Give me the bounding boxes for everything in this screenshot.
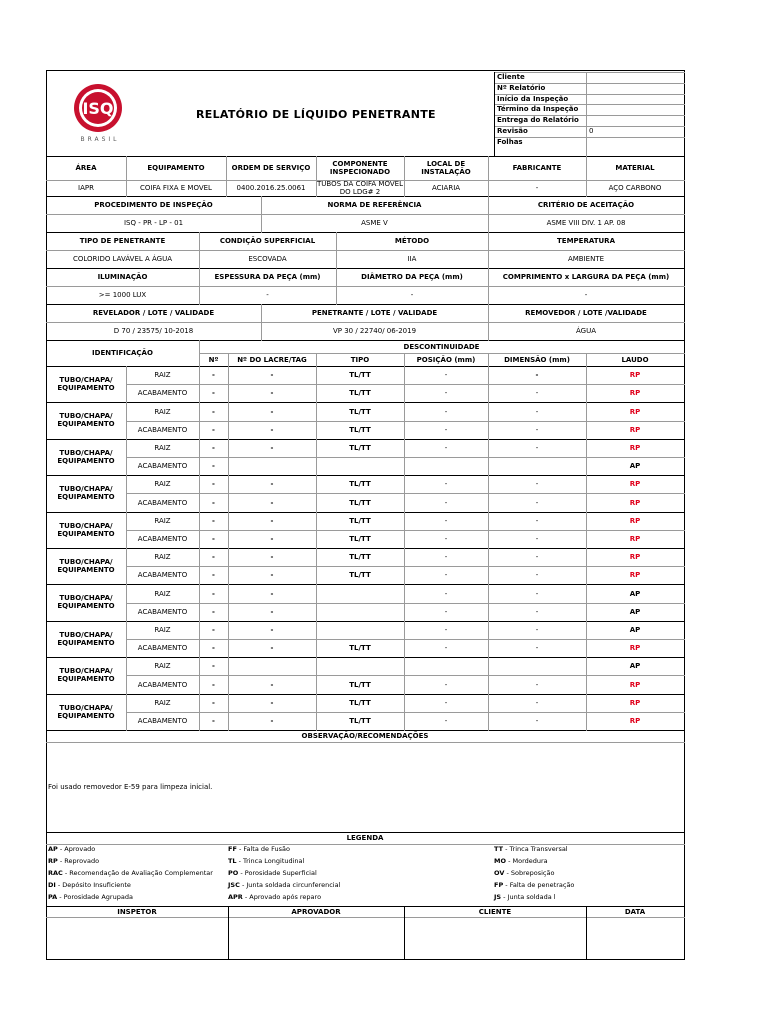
discontinuity-position: -	[444, 680, 448, 689]
discontinuity-dimension: -	[535, 535, 539, 543]
info-header-cond: CONDIÇÃO SUPERFICIAL	[219, 237, 316, 245]
legend-text: - Depósito Insuficiente	[55, 881, 131, 889]
header-field-value: 0	[589, 127, 594, 135]
legend-text: - Porosidade Superficial	[238, 869, 317, 877]
info-value-crit: ASME VIII DIV. 1 AP. 08	[546, 219, 626, 227]
discontinuity-position: -	[444, 371, 448, 379]
seal-tag: -	[270, 517, 274, 525]
discontinuity-dimension: -	[535, 644, 539, 652]
info-header-rev: REVELADOR / LOTE / VALIDADE	[92, 309, 215, 317]
header-field-value	[587, 104, 685, 114]
header-field-value	[587, 115, 685, 125]
info-value-mat: AÇO CARBONO	[608, 184, 662, 192]
weld-part: RAIZ	[154, 371, 171, 379]
discontinuity-position: -	[444, 699, 448, 707]
discontinuity-dimension: -	[535, 498, 539, 507]
verdict-rp: RP	[629, 517, 641, 525]
discontinuity-dimension: -	[535, 426, 539, 434]
header-field-label: Início da Inspeção	[497, 95, 569, 103]
legend-item	[48, 870, 223, 877]
column-header: LAUDO	[621, 355, 649, 364]
info-value-rev: D 70 / 23575/ 10-2018	[113, 327, 194, 335]
discontinuity-type: TL/TT	[349, 389, 371, 397]
weld-part: ACABAMENTO	[137, 717, 188, 725]
weld-part: RAIZ	[154, 699, 171, 707]
row-number: -	[212, 498, 215, 507]
info-header-tipo: TIPO DE PENETRANTE	[79, 237, 166, 245]
info-header-temp: TEMPERATURA	[557, 237, 615, 245]
legend-text: - Mordedura	[506, 857, 548, 865]
legend-text: - Sobreposição	[504, 869, 555, 877]
legend-text: - Trinca Longitudinal	[236, 857, 305, 865]
row-number: -	[212, 699, 215, 707]
logo-text: ISQ	[82, 99, 114, 118]
discontinuity-position	[404, 657, 488, 675]
discontinuity-type	[316, 603, 404, 621]
row-number: -	[212, 389, 215, 397]
legend-text: - Junta soldada l	[501, 893, 556, 901]
row-number: -	[212, 662, 215, 670]
discontinuity-dimension: -	[535, 407, 539, 416]
discontinuity-position: -	[444, 553, 448, 561]
column-header: Nº	[208, 355, 219, 364]
legend-item	[494, 870, 694, 877]
seal-tag: -	[270, 389, 274, 397]
info-value-compl: -	[584, 291, 588, 299]
verdict-ap: AP	[629, 626, 641, 634]
info-header-area: ÁREA	[75, 164, 97, 172]
legend-text: - Aprovado após reparo	[242, 893, 322, 901]
part-identification: TUBO/CHAPA/ EQUIPAMENTO	[57, 412, 115, 428]
legend-code: MO	[494, 857, 506, 865]
info-value-esp: -	[266, 291, 269, 299]
discontinuity-position: -	[444, 644, 448, 652]
header-field-label: Término da Inspeção	[497, 105, 579, 113]
legend-item	[228, 870, 428, 877]
discontinuity-dimension: -	[535, 480, 539, 488]
legend-item	[494, 882, 694, 889]
info-header-diam: DIÂMETRO DA PEÇA (mm)	[361, 273, 463, 281]
part-identification: TUBO/CHAPA/ EQUIPAMENTO	[57, 376, 115, 392]
info-value-equip: COIFA FIXA E MOVEL	[140, 184, 212, 192]
legend-code: PO	[228, 869, 239, 877]
verdict-rp: RP	[629, 680, 641, 689]
signature-data: DATA	[624, 907, 646, 916]
discontinuity-type: TL/TT	[349, 444, 371, 452]
info-header-os: ORDEM DE SERVIÇO	[231, 164, 311, 172]
discontinuity-position: -	[444, 389, 448, 397]
info-header-metodo: MÉTODO	[394, 237, 430, 245]
legend-text: - Falta de Fusão	[236, 845, 290, 853]
row-number: -	[212, 444, 215, 452]
verdict-rp: RP	[629, 717, 641, 725]
discontinuity-dimension: -	[535, 444, 539, 452]
info-header-esp: ESPESSURA DA PEÇA (mm)	[214, 273, 321, 281]
verdict-rp: RP	[629, 389, 641, 397]
part-identification: TUBO/CHAPA/ EQUIPAMENTO	[57, 704, 115, 720]
seal-tag: -	[270, 426, 274, 434]
legend-item	[228, 858, 428, 865]
discontinuity-dimension: -	[535, 371, 539, 379]
seal-tag: -	[270, 535, 274, 543]
discontinuity-header: DESCONTINUIDADE	[403, 342, 480, 351]
info-header-pen: PENETRANTE / LOTE / VALIDADE	[311, 309, 438, 317]
weld-part: RAIZ	[154, 407, 171, 416]
info-header-mat: MATERIAL	[615, 164, 655, 172]
header-field-label: Nº Relatório	[497, 84, 546, 92]
row-number: -	[212, 571, 215, 579]
seal-tag: -	[270, 608, 274, 616]
signature-cliente: CLIENTE	[478, 907, 512, 916]
verdict-rp: RP	[629, 498, 641, 507]
row-number: -	[212, 480, 215, 488]
discontinuity-type: TL/TT	[349, 699, 371, 707]
legend-item	[228, 846, 428, 853]
header-field-label: Folhas	[497, 138, 523, 146]
weld-part: ACABAMENTO	[137, 498, 188, 507]
verdict-rp: RP	[629, 644, 641, 652]
row-number: -	[212, 426, 215, 434]
info-header-comp: COMPONENTE INSPECIONADO	[329, 160, 391, 176]
legend-item	[48, 858, 223, 865]
weld-part: RAIZ	[154, 444, 171, 452]
column-header: DIMENSÃO (mm)	[504, 355, 570, 364]
discontinuity-type: TL/TT	[349, 680, 371, 689]
part-identification: TUBO/CHAPA/ EQUIPAMENTO	[57, 667, 115, 683]
weld-part: RAIZ	[154, 517, 171, 525]
discontinuity-position: -	[444, 535, 448, 543]
legend-text: - Junta soldada circunferencial	[239, 881, 341, 889]
discontinuity-type	[316, 621, 404, 639]
column-header: Nº DO LACRE/TAG	[237, 355, 307, 364]
row-number: -	[212, 517, 215, 525]
legend-item	[48, 882, 223, 889]
weld-part: ACABAMENTO	[137, 389, 188, 397]
legend-code: JS	[494, 893, 502, 901]
seal-tag: -	[270, 553, 274, 561]
seal-tag: -	[270, 589, 274, 598]
discontinuity-dimension: -	[535, 553, 539, 561]
info-value-area: IAPR	[78, 184, 94, 192]
discontinuity-type	[316, 457, 404, 475]
report-title: RELATÓRIO DE LÍQUIDO PENETRANTE	[196, 108, 436, 121]
discontinuity-dimension: -	[535, 717, 539, 725]
verdict-rp: RP	[629, 571, 641, 579]
discontinuity-position: -	[444, 407, 448, 416]
seal-tag: -	[270, 498, 274, 507]
weld-part: ACABAMENTO	[137, 426, 188, 434]
legend-item	[48, 846, 223, 853]
header-field-value	[587, 72, 685, 82]
weld-part: RAIZ	[154, 626, 171, 634]
discontinuity-type: TL/TT	[349, 535, 371, 543]
discontinuity-dimension: -	[535, 517, 539, 525]
row-number: -	[212, 371, 215, 379]
header-field-label: Cliente	[497, 73, 525, 81]
header-field-value	[587, 137, 685, 147]
weld-part: RAIZ	[154, 662, 171, 670]
weld-part: ACABAMENTO	[137, 571, 188, 579]
part-identification: TUBO/CHAPA/ EQUIPAMENTO	[57, 485, 115, 501]
discontinuity-position: -	[444, 608, 448, 616]
verdict-rp: RP	[629, 444, 641, 452]
info-header-fab: FABRICANTE	[512, 164, 562, 172]
verdict-rp: RP	[629, 426, 641, 434]
discontinuity-type: TL/TT	[349, 407, 371, 416]
row-number: -	[212, 626, 215, 634]
discontinuity-position: -	[444, 444, 448, 452]
legend-code: PA	[48, 893, 58, 901]
seal-tag	[228, 657, 316, 675]
info-value-ilum: >= 1000 LUX	[98, 291, 147, 299]
verdict-ap: AP	[629, 462, 641, 470]
seal-tag: -	[270, 571, 274, 579]
info-value-norma: ASME V	[361, 219, 388, 227]
discontinuity-type: TL/TT	[349, 553, 371, 561]
info-header-proc: PROCEDIMENTO DE INSPEÇÃO	[94, 201, 213, 209]
legend-code: FF	[228, 845, 237, 853]
discontinuity-type: TL/TT	[349, 371, 371, 379]
discontinuity-dimension: -	[535, 389, 539, 397]
observations-text: Foi usado removedor E-59 para limpeza inicial.	[48, 783, 213, 791]
weld-part: ACABAMENTO	[137, 644, 188, 652]
legend-text: - Trinca Transversal	[503, 845, 568, 853]
info-value-cond: ESCOVADA	[248, 255, 287, 263]
row-number: -	[212, 608, 215, 616]
discontinuity-type: TL/TT	[349, 480, 371, 488]
legend-text: - Recomendação de Avaliação Complementar	[62, 869, 213, 877]
weld-part: RAIZ	[154, 480, 171, 488]
part-identification: TUBO/CHAPA/ EQUIPAMENTO	[57, 558, 115, 574]
discontinuity-type: TL/TT	[349, 644, 371, 652]
info-value-temp: AMBIENTE	[567, 255, 605, 263]
legend-item	[48, 894, 223, 901]
seal-tag: -	[270, 371, 274, 379]
weld-part: ACABAMENTO	[137, 462, 188, 470]
weld-part: ACABAMENTO	[137, 608, 188, 616]
info-value-diam: -	[410, 291, 414, 299]
legend-code: OV	[494, 869, 505, 877]
discontinuity-type: TL/TT	[349, 498, 371, 507]
discontinuity-position: -	[444, 571, 448, 579]
signature-inspetor: INSPETOR	[117, 907, 157, 916]
row-number: -	[212, 407, 215, 416]
info-header-norma: NORMA DE REFERÊNCIA	[327, 201, 422, 209]
legend-code: TT	[494, 845, 504, 853]
info-header-local: LOCAL DE INSTALAÇÃO	[421, 160, 471, 176]
legend-code: DI	[48, 881, 56, 889]
weld-part: RAIZ	[154, 589, 171, 598]
discontinuity-position: -	[444, 589, 448, 598]
seal-tag: -	[270, 444, 274, 452]
discontinuity-type	[316, 584, 404, 603]
discontinuity-position: -	[444, 498, 448, 507]
header-field-label: Entrega do Relatório	[497, 116, 579, 124]
discontinuity-position	[404, 457, 488, 475]
row-number: -	[212, 535, 215, 543]
legend-header: LEGENDA	[346, 834, 384, 842]
verdict-ap: AP	[629, 589, 641, 598]
legend-item	[494, 894, 694, 901]
seal-tag: -	[270, 717, 274, 725]
isq-logo	[68, 80, 138, 142]
header-field-value	[587, 83, 685, 93]
legend-code: AP	[48, 845, 58, 853]
discontinuity-type: TL/TT	[349, 517, 371, 525]
discontinuity-type: TL/TT	[349, 426, 371, 434]
verdict-ap: AP	[629, 608, 641, 616]
legend-text: - Falta de penetração	[503, 881, 575, 889]
discontinuity-type: TL/TT	[349, 717, 371, 725]
discontinuity-dimension: -	[535, 680, 539, 689]
verdict-rp: RP	[629, 699, 641, 707]
info-value-os: 0400.2016.25.0061	[236, 184, 306, 192]
legend-code: RAC	[48, 869, 63, 877]
part-identification: TUBO/CHAPA/ EQUIPAMENTO	[57, 631, 115, 647]
info-value-local: ACIARIA	[431, 184, 461, 192]
logo-subtext: BRASIL	[80, 136, 120, 142]
discontinuity-position: -	[444, 626, 448, 634]
seal-tag: -	[270, 407, 274, 416]
legend-item	[494, 846, 694, 853]
verdict-rp: RP	[629, 407, 641, 416]
header-field-label: Revisão	[497, 127, 528, 135]
observations-header: OBSERVAÇÃO/RECOMENDAÇÕES	[301, 732, 429, 740]
part-identification: TUBO/CHAPA/ EQUIPAMENTO	[57, 449, 115, 465]
seal-tag: -	[270, 480, 274, 488]
info-value-fab: -	[535, 184, 539, 192]
info-header-crit: CRITÉRIO DE ACEITAÇÃO	[537, 201, 635, 209]
weld-part: RAIZ	[154, 553, 171, 561]
legend-code: JSC	[228, 881, 240, 889]
verdict-rp: RP	[629, 371, 641, 379]
info-value-proc: ISQ - PR - LP - 01	[123, 219, 184, 227]
info-value-metodo: IIA	[407, 255, 417, 263]
legend-code: APR	[228, 893, 243, 901]
legend-item	[494, 858, 694, 865]
signature-aprovador: APROVADOR	[291, 907, 341, 916]
column-header: POSIÇÃO (mm)	[416, 355, 476, 364]
legend-text: - Porosidade Agrupada	[57, 893, 133, 901]
info-header-equip: EQUIPAMENTO	[147, 164, 205, 172]
info-header-ilum: ILUMINAÇÃO	[97, 273, 148, 281]
discontinuity-type: TL/TT	[349, 571, 371, 579]
legend-text: - Aprovado	[57, 845, 96, 853]
legend-code: TL	[228, 857, 237, 865]
seal-tag: -	[270, 644, 274, 652]
info-value-rem: ÁGUA	[575, 327, 596, 335]
info-header-compl: COMPRIMENTO x LARGURA DA PEÇA (mm)	[502, 273, 670, 281]
row-number: -	[212, 462, 215, 470]
legend-code: FP	[494, 881, 504, 889]
info-value-tipo: COLORIDO LAVÁVEL A ÁGUA	[72, 255, 173, 263]
seal-tag: -	[270, 699, 274, 707]
row-number: -	[212, 680, 215, 689]
legend-text: - Reprovado	[57, 857, 100, 865]
seal-tag	[228, 457, 316, 475]
discontinuity-dimension	[488, 457, 586, 475]
info-header-rem: REMOVEDOR / LOTE /VALIDADE	[525, 309, 647, 317]
verdict-rp: RP	[629, 480, 641, 488]
seal-tag: -	[270, 680, 274, 689]
discontinuity-dimension: -	[535, 699, 539, 707]
weld-part: ACABAMENTO	[137, 535, 188, 543]
discontinuity-position: -	[444, 426, 448, 434]
discontinuity-position: -	[444, 517, 448, 525]
discontinuity-position: -	[444, 480, 448, 488]
identification-header: IDENTIFICAÇÃO	[92, 349, 153, 357]
part-identification: TUBO/CHAPA/ EQUIPAMENTO	[57, 522, 115, 538]
inspection-report-sheet	[46, 70, 684, 960]
legend-item	[228, 882, 428, 889]
row-number: -	[212, 717, 215, 725]
info-value-comp: TUBOS DA COIFA MÓVEL DO LDG# 2	[317, 180, 403, 196]
column-header: TIPO	[350, 355, 370, 364]
verdict-ap: AP	[629, 662, 641, 670]
row-number: -	[212, 553, 215, 561]
discontinuity-dimension: -	[535, 626, 539, 634]
weld-part: ACABAMENTO	[137, 680, 188, 689]
header-field-value	[587, 94, 685, 104]
discontinuity-type	[316, 657, 404, 675]
part-identification: TUBO/CHAPA/ EQUIPAMENTO	[57, 594, 115, 610]
legend-item	[228, 894, 428, 901]
discontinuity-dimension: -	[535, 589, 539, 598]
legend-code: RP	[48, 857, 58, 865]
row-number: -	[212, 589, 215, 598]
discontinuity-dimension: -	[535, 571, 539, 579]
discontinuity-dimension: -	[535, 608, 539, 616]
verdict-rp: RP	[629, 535, 641, 543]
discontinuity-position: -	[444, 717, 448, 725]
row-number: -	[212, 644, 215, 652]
verdict-rp: RP	[629, 553, 641, 561]
discontinuity-dimension	[488, 657, 586, 675]
seal-tag: -	[270, 626, 274, 634]
info-value-pen: VP 30 / 22740/ 06-2019	[332, 327, 417, 335]
